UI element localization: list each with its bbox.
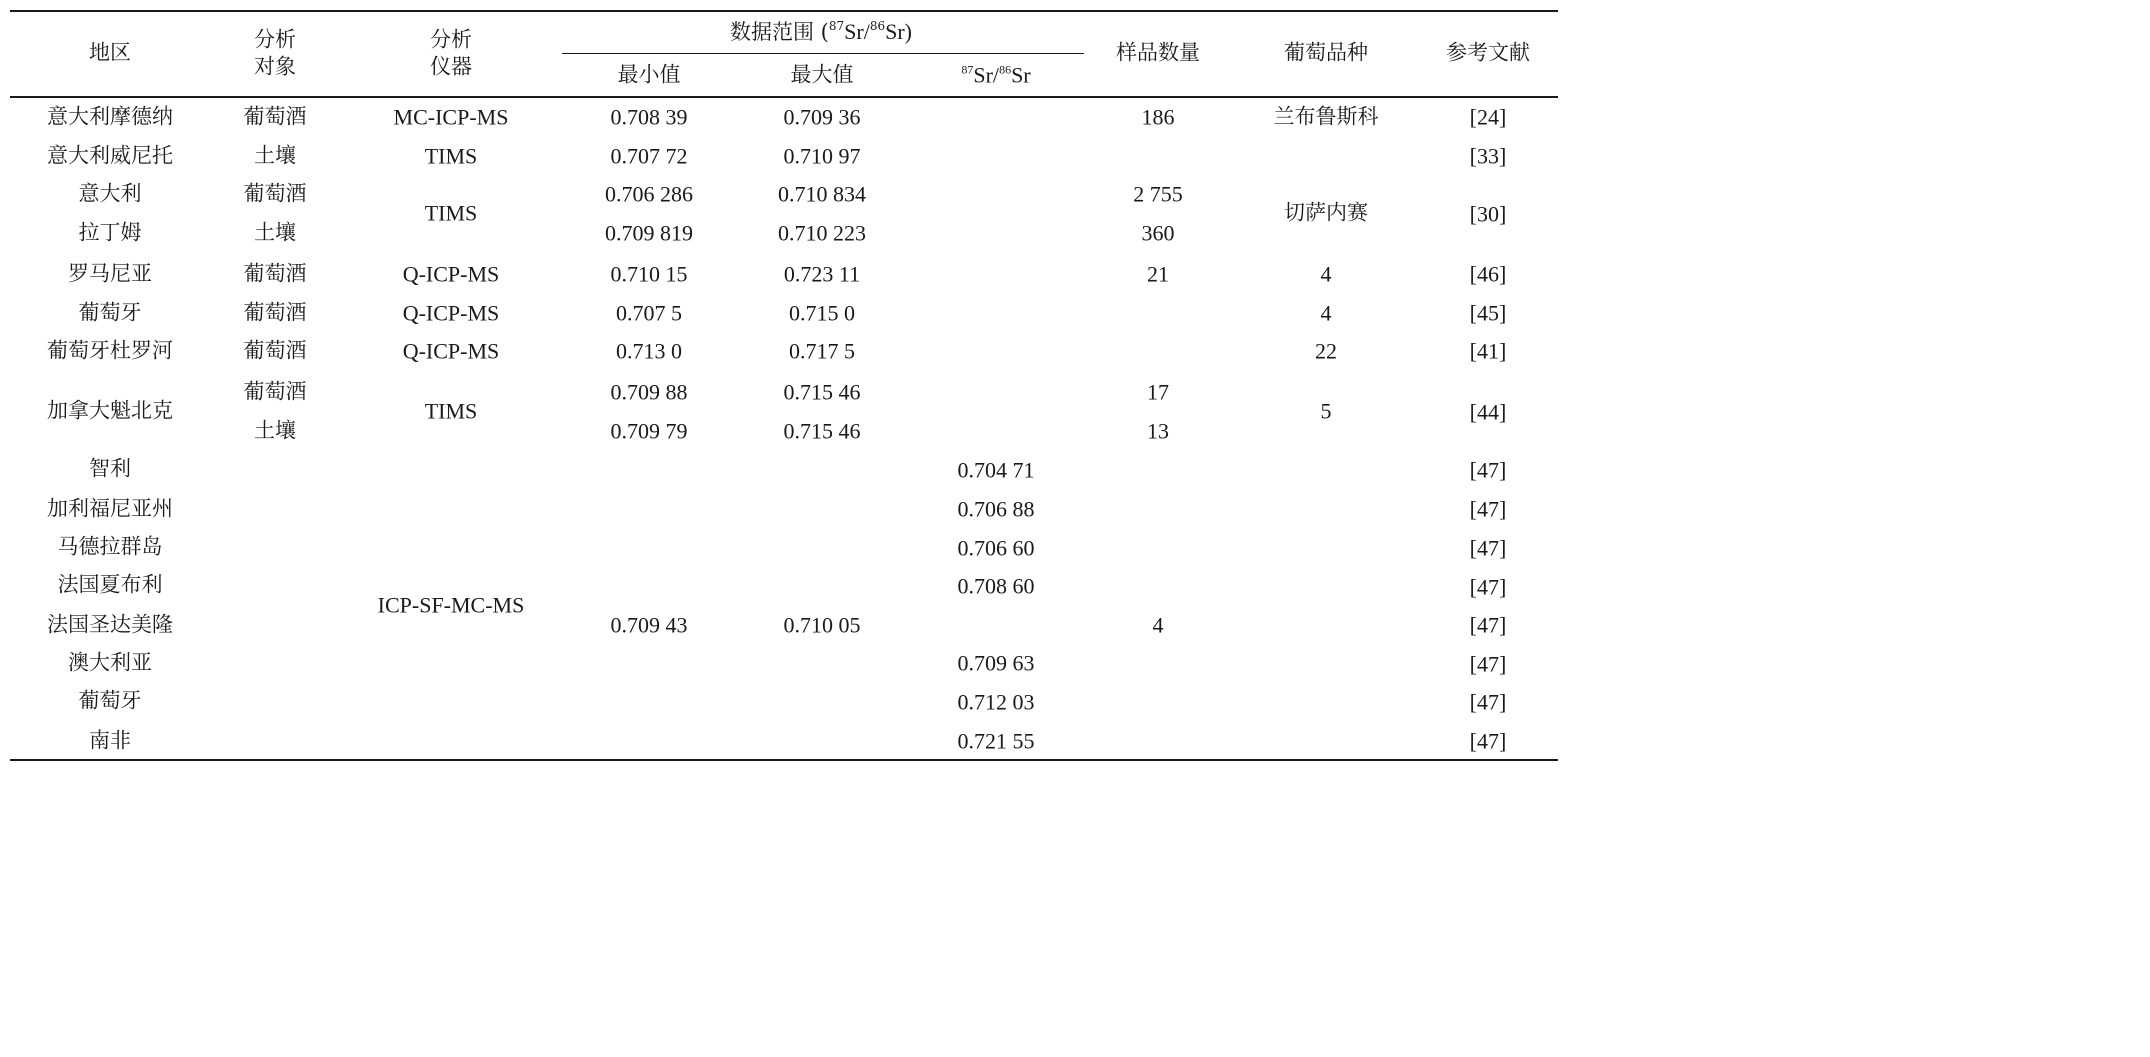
max-cell: 0.710 05 (783, 612, 861, 638)
reference-cell: [24] (1469, 104, 1507, 130)
instrument-cell: Q-ICP-MS (402, 261, 500, 287)
header-min: 最小值 (617, 62, 681, 87)
reference-cell: [44] (1469, 399, 1507, 425)
header-reference: 参考文献 (1446, 40, 1530, 65)
instrument-cell: TIMS (424, 200, 478, 226)
count-cell: 13 (1147, 418, 1169, 444)
max-cell: 0.715 46 (783, 418, 861, 444)
variety-cell: 22 (1315, 338, 1337, 364)
min-cell: 0.713 0 (616, 338, 682, 364)
reference-cell: [46] (1469, 261, 1507, 287)
max-cell: 0.710 834 (778, 181, 866, 207)
min-cell: 0.709 79 (610, 418, 688, 444)
count-cell: 186 (1141, 104, 1175, 130)
object-cell: 土壤 (254, 143, 296, 168)
object-cell: 土壤 (254, 220, 296, 245)
max-cell: 0.715 46 (783, 379, 861, 405)
ratio-cell: 0.712 03 (957, 689, 1035, 715)
reference-cell: [47] (1469, 535, 1507, 561)
header-object-line2: 对象 (254, 54, 296, 79)
variety-cell: 兰布鲁斯科 (1273, 104, 1379, 129)
region-cell: 澳大利亚 (68, 650, 152, 675)
reference-cell: [45] (1469, 300, 1507, 326)
header-object-line1: 分析 (254, 27, 296, 52)
header-ratio: $^{87}$Sr/$^{86}$Sr (961, 62, 1031, 88)
max-cell: 0.717 5 (789, 338, 855, 364)
header-max: 最大值 (790, 62, 854, 87)
object-cell: 葡萄酒 (243, 181, 307, 206)
count-cell: 17 (1147, 379, 1169, 405)
object-cell: 葡萄酒 (243, 261, 307, 286)
object-cell: 葡萄酒 (243, 379, 307, 404)
region-cell: 意大利威尼托 (47, 143, 173, 168)
instrument-cell: MC-ICP-MS (393, 104, 509, 130)
instrument-cell: Q-ICP-MS (402, 338, 500, 364)
reference-cell: [47] (1469, 457, 1507, 483)
reference-cell: [47] (1469, 689, 1507, 715)
count-cell: 4 (1152, 612, 1164, 638)
region-cell: 智利 (89, 456, 131, 481)
ratio-cell: 0.708 60 (957, 573, 1035, 599)
max-cell: 0.709 36 (783, 104, 861, 130)
header-instrument-line1: 分析 (430, 27, 472, 52)
min-cell: 0.709 88 (610, 379, 688, 405)
ratio-cell: 0.721 55 (957, 728, 1035, 754)
table-top-rule (10, 10, 1558, 12)
count-cell: 360 (1141, 220, 1175, 246)
min-cell: 0.706 286 (605, 181, 693, 207)
variety-cell: 4 (1320, 300, 1332, 326)
ratio-cell: 0.709 63 (957, 650, 1035, 676)
header-range-title: 数据范围 ($^{87}$Sr/$^{86}$Sr) (729, 19, 913, 44)
region-cell: 加拿大魁北克 (47, 398, 173, 423)
min-cell: 0.708 39 (610, 104, 688, 130)
region-cell: 南非 (89, 728, 131, 753)
region-cell: 加利福尼亚州 (47, 496, 173, 521)
count-cell: 2 755 (1133, 181, 1183, 207)
instrument-cell: ICP-SF-MC-MS (377, 592, 525, 618)
region-cell: 葡萄牙 (78, 300, 142, 325)
region-cell: 法国夏布利 (57, 572, 163, 597)
range-sub-rule (562, 53, 1084, 54)
region-cell: 葡萄牙杜罗河 (47, 338, 173, 363)
min-cell: 0.710 15 (610, 261, 688, 287)
count-cell: 21 (1147, 261, 1169, 287)
table-bottom-rule (10, 759, 1558, 761)
header-variety: 葡萄品种 (1284, 40, 1368, 65)
header-instrument-line2: 仪器 (430, 54, 472, 79)
ratio-cell: 0.706 88 (957, 496, 1035, 522)
max-cell: 0.710 223 (778, 220, 866, 246)
region-cell: 意大利摩德纳 (47, 104, 173, 129)
reference-cell: [47] (1469, 496, 1507, 522)
instrument-cell: TIMS (424, 398, 478, 424)
min-cell: 0.709 43 (610, 612, 688, 638)
variety-cell: 5 (1320, 398, 1332, 424)
region-cell: 意大利 (78, 181, 142, 206)
reference-cell: [47] (1469, 574, 1507, 600)
reference-cell: [30] (1469, 201, 1507, 227)
reference-cell: [33] (1469, 143, 1507, 169)
region-cell: 马德拉群岛 (57, 534, 163, 559)
reference-cell: [47] (1469, 612, 1507, 638)
region-cell: 葡萄牙 (78, 688, 142, 713)
reference-cell: [47] (1469, 728, 1507, 754)
object-cell: 葡萄酒 (243, 104, 307, 129)
region-cell: 罗马尼亚 (68, 261, 152, 286)
min-cell: 0.707 5 (616, 300, 682, 326)
max-cell: 0.723 11 (783, 261, 861, 287)
ratio-cell: 0.704 71 (957, 457, 1035, 483)
variety-cell: 4 (1320, 261, 1332, 287)
ratio-cell: 0.706 60 (957, 535, 1035, 561)
header-count: 样品数量 (1116, 40, 1200, 65)
region-cell: 拉丁姆 (78, 220, 142, 245)
object-cell: 葡萄酒 (243, 300, 307, 325)
instrument-cell: Q-ICP-MS (402, 300, 500, 326)
object-cell: 土壤 (254, 418, 296, 443)
variety-cell: 切萨内赛 (1284, 200, 1368, 225)
min-cell: 0.707 72 (610, 143, 688, 169)
header-region: 地区 (89, 40, 131, 65)
region-cell: 法国圣达美隆 (47, 612, 173, 637)
object-cell: 葡萄酒 (243, 338, 307, 363)
header-bottom-rule (10, 96, 1558, 98)
max-cell: 0.715 0 (789, 300, 855, 326)
reference-cell: [41] (1469, 338, 1507, 364)
max-cell: 0.710 97 (783, 143, 861, 169)
reference-cell: [47] (1469, 651, 1507, 677)
min-cell: 0.709 819 (605, 220, 693, 246)
instrument-cell: TIMS (424, 143, 478, 169)
